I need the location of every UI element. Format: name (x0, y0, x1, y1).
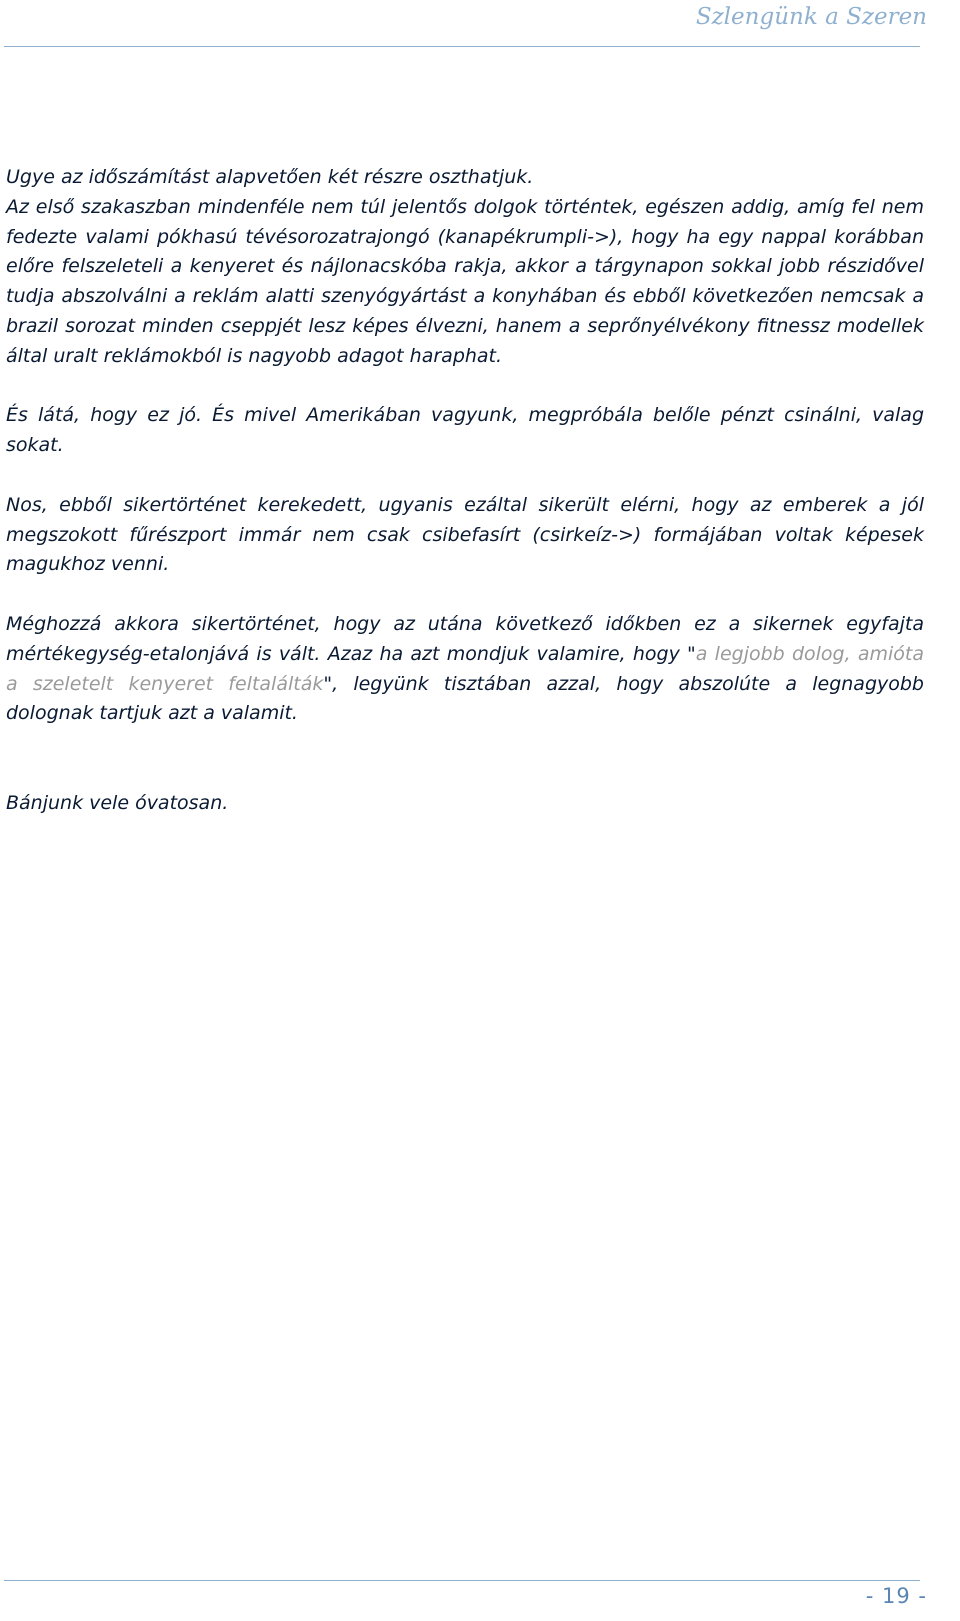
etalon-quote: a legjobb dolog, amióta a szeletelt kenyeret feltalálták (6, 642, 925, 695)
paragraph-success (6, 491, 924, 580)
page-number: - 19 - (865, 1584, 927, 1608)
intro-line: Ugye az időszámítást alapvetően két részre oszthatjuk. (6, 166, 534, 188)
paragraph-closing (6, 789, 924, 819)
success-text: Nos, ebből sikertörténet kerekedett, ugyanis ezáltal sikerült elérni, hogy az emberek a jól megszokott fűrészport immár nem csak csibefasírt (csirkeíz->) formájában voltak képesek magukhoz venni. (6, 493, 924, 576)
paragraph-etalon (6, 610, 924, 729)
paragraph-amerika (6, 401, 924, 461)
article-body (6, 163, 924, 848)
etalon-text-after: ", legyünk tisztában azzal, hogy abszolúte a legnagyobb dolognak tartjuk azt a valamit. (6, 672, 924, 725)
header-rule (4, 46, 920, 47)
footer-rule (4, 1580, 920, 1581)
running-header-title: Szlengünk a Szeren (695, 4, 927, 30)
closing-text: Bánjunk vele óvatosan. (6, 791, 229, 814)
paragraph-story (6, 193, 924, 372)
amerika-text: És látá, hogy ez jó. És mivel Amerikában vagyunk, megpróbála belőle pénzt csinálni, valag sokat. (6, 404, 924, 457)
paragraph-intro (6, 163, 924, 193)
etalon-text-before: Méghozzá akkora sikertörténet, hogy az utána következő időkben ez a sikernek egyfajta mértékegység-etalonjává is vált. Azaz ha azt mondjuk valamire, hogy " (6, 612, 924, 665)
story-text: Az első szakaszban mindenféle nem túl jelentős dolgok történtek, egészen addig, amíg fel nem fedezte valami pókhasú tévésorozatrajongó (kanapékrumpli->), hogy ha egy nappal korábban előre felszeleteli a kenyeret és nájlonacskóba rakja, akkor a tárgynapon sokkal jobb részidővel tudja abszolválni a reklám alatti szenyógyártást a konyhában és ebből következően nemcsak a brazil sorozat minden cseppjét lesz képes élvezni, hanem a seprőnyélvékony fitnessz modellek által uralt reklámokból is nagyobb adagot haraphat. (6, 195, 924, 367)
